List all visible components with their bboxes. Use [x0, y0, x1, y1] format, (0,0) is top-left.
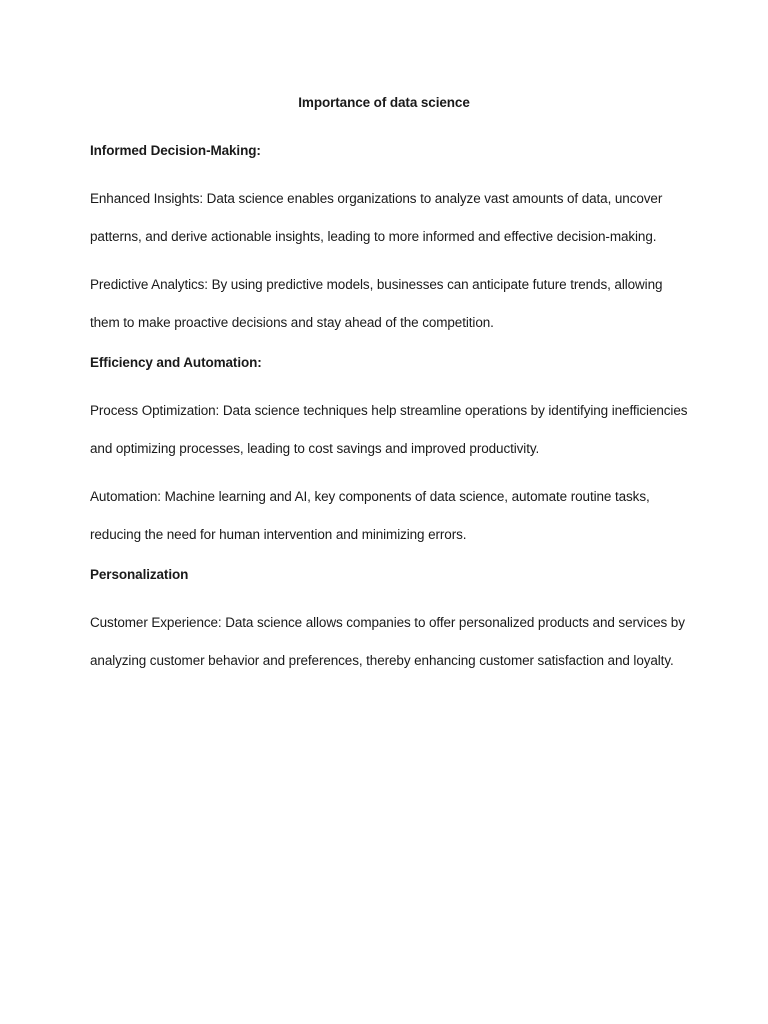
section-efficiency-and-automation — [90, 352, 690, 554]
paragraph-predictive-analytics: Predictive Analytics: By using predictive models, businesses can anticipate future trends, allowing them to make proactive decisions and stay ahead of the competition. — [90, 277, 663, 330]
section-heading: Informed Decision-Making: — [90, 143, 261, 158]
document-title: Importance of data science — [298, 95, 470, 110]
document-body — [90, 92, 690, 680]
paragraph-automation: Automation: Machine learning and AI, key components of data science, automate routine tasks, reducing the need for human intervention and minimizing errors. — [90, 489, 650, 542]
section-heading: Personalization — [90, 567, 189, 582]
section-heading: Efficiency and Automation: — [90, 355, 262, 370]
section-personalization — [90, 564, 690, 680]
paragraph-process-optimization: Process Optimization: Data science techniques help streamline operations by identifying inefficiencies and optimizing processes, leading to cost savings and improved productivity. — [90, 403, 688, 456]
paragraph-enhanced-insights: Enhanced Insights: Data science enables organizations to analyze vast amounts of data, uncover patterns, and derive actionable insights, leading to more informed and effective decision-making. — [90, 191, 663, 244]
paragraph-customer-experience: Customer Experience: Data science allows companies to offer personalized products and services by analyzing customer behavior and preferences, thereby enhancing customer satisfaction and loyalty. — [90, 615, 685, 668]
section-informed-decision-making — [90, 140, 690, 342]
